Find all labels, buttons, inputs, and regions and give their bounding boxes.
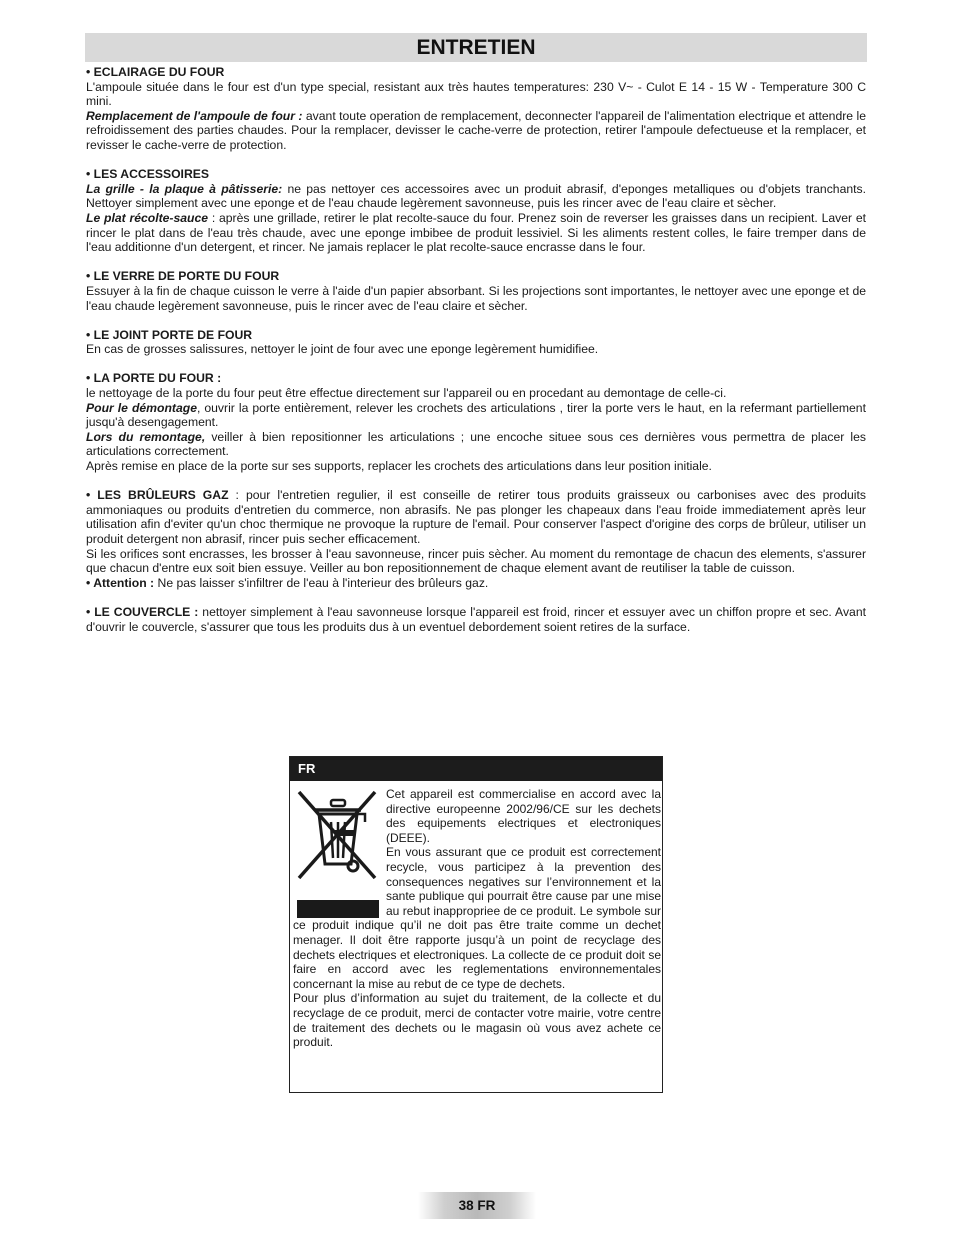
sub-label: Le plat récolte-sauce bbox=[86, 210, 209, 225]
section-text: En cas de grosses salissures, nettoyer le joint de four avec une eponge legèrement humidifiee. bbox=[86, 342, 599, 357]
section-subparagraph bbox=[86, 430, 866, 459]
sub-label: Remplacement de l'ampoule de four : bbox=[86, 108, 303, 123]
section-text: le nettoyage de la porte du four peut être effectue directement sur l'appareil ou en procedant au demontage de celle-ci. bbox=[86, 386, 727, 401]
section-joint-porte bbox=[86, 328, 866, 357]
section-heading: • LES ACCESSOIRES bbox=[86, 167, 210, 182]
attention-note bbox=[86, 576, 866, 591]
section-text: Après remise en place de la porte sur ses supports, replacer les crochets des articulations dans leur position initiale. bbox=[86, 459, 712, 474]
section-subparagraph bbox=[86, 401, 866, 430]
sub-label: Pour le démontage bbox=[86, 400, 197, 415]
section-heading: • ECLAIRAGE DU FOUR bbox=[86, 65, 225, 79]
section-text: L'ampoule située dans le four est d'un type special, resistant aux très hautes temperatures: 230 V~ - Culot E 14 - 15 W - Temperature 300 C mini. bbox=[86, 79, 866, 109]
sub-label: La grille - la plaque à pâtisserie: bbox=[86, 181, 283, 196]
page-number: 38 FR bbox=[418, 1192, 536, 1219]
section-subparagraph bbox=[86, 488, 866, 546]
weee-language-header: FR bbox=[290, 757, 662, 781]
section-text: Essuyer à la fin de chaque cuisson le verre à l'aide d'un papier absorbant. Si les projections sont importantes, le nettoyer avec une eponge et de l'eau chaude legèrement savonneuse, puis le rincer avec de l'eau claire et sècher. bbox=[86, 283, 866, 313]
attention-text: Ne pas laisser s'infiltrer de l'eau à l'interieur des brûleurs gaz. bbox=[154, 575, 489, 590]
page-title: ENTRETIEN bbox=[85, 33, 867, 62]
section-verre-porte bbox=[86, 269, 866, 313]
section-text: Si les orifices sont encrasses, les brosser à l'eau savonneuse, rincer puis sècher. Au moment du remontage de chacun des elements, s'assurer que chacun d'entre eux soit bien essuye. Veiller au bon repositionnement de chaque element avant de reutiliser la table de cuisson. bbox=[86, 546, 866, 576]
sub-label: Lors du remontage, bbox=[86, 429, 206, 444]
attention-label: • Attention : bbox=[86, 575, 155, 590]
sub-text: nettoyer simplement à l'eau savonneuse lorsque l'appareil est froid, rincer et essuyer avec un chiffon propre et sec. Avant d'ouvrir le couvercle, s'assurer que tous les produits dus à un eventuel debordement soient retires de la surface. bbox=[86, 604, 866, 634]
section-heading: • LES BRÛLEURS GAZ bbox=[86, 488, 229, 503]
section-subparagraph bbox=[86, 605, 866, 634]
weee-paragraph: En vous assurant que ce produit est correctement recycle, vous participez à la prevention des consequences negatives sur l’environnement et la sante publique qui pourrait être cause par une mise au rebut inappropriee de ce produit. Le symbole sur ce produit indique qu’il ne doit pas être traite comme un dechet menager. Il doit être rapporte jusqu’à un point de recyclage des dechets electriques et electroniques. La collecte de ce produit doit se faire en accord avec les reglementations environnementales concernant la mise au rebut de ce type de dechets. bbox=[293, 845, 661, 991]
section-accessoires bbox=[86, 167, 866, 255]
content-body bbox=[86, 65, 866, 649]
sub-text: : après une grillade, retirer le plat recolte-sauce du four. Prenez soin de reverser les graisses dans un recipient. Laver et rincer le plat dans de l'eau très chaude, avec une eponge imbibee de produit lessiviel. Si les aliments restent colles, le faire tremper dans de l'eau additionne d'un detergent, et rincer. Ne jamais replacer le plat recolte-sauce encrasse dans le four. bbox=[86, 210, 866, 255]
section-heading: • LE JOINT PORTE DE FOUR bbox=[86, 327, 253, 342]
sub-text: : pour l'entretien regulier, il est conseille de retirer tous produits graisseux ou carbonises avec des produits ammoniaques ou produits d'entretien du commerce, non abrasifs. Ne pas plonger les chapeaux dans l'eau froide immediatement après leur utilisation afin d'eviter qu'un choc thermique ne provoque la rupture de l'email. Pour conserver l'aspect d'origine des corps de brûleur, utiliser un produit detergent non abrasif, rincer puis secher efficacement. bbox=[86, 488, 866, 546]
weee-paragraph: Pour plus d’information au sujet du traitement, de la collecte et du recyclage de ce produit, merci de contacter votre mairie, votre centre de traitement des dechets ou le magasin où vous avez achete ce produit. bbox=[293, 991, 661, 1050]
sub-text: veiller à bien repositionner les articulations ; une encoche situee sous ces dernières vous permettra de placer les articulations correctement. bbox=[86, 429, 866, 459]
section-subparagraph bbox=[86, 182, 866, 211]
section-couvercle bbox=[86, 605, 866, 634]
sub-text: ne pas nettoyer ces accessoires avec un produit abrasif, d'eponges metalliques ou d'objets tranchants. Nettoyer simplement avec une eponge et de l'eau chaude legèrement savonneuse, puis les rincer avec de l'eau claire et sècher. bbox=[86, 181, 866, 211]
section-heading: • LE VERRE DE PORTE DU FOUR bbox=[86, 269, 280, 284]
section-heading: • LA PORTE DU FOUR : bbox=[86, 371, 222, 386]
weee-notice-box bbox=[289, 756, 663, 1093]
section-subparagraph bbox=[86, 109, 866, 153]
section-bruleurs-gaz bbox=[86, 488, 866, 590]
section-porte-four bbox=[86, 371, 866, 473]
sub-text: avant toute operation de remplacement, deconnecter l'appareil de l'alimentation electrique et attendre le refroidissement des parties chaudes. Pour la remplacer, devisser le cache-verre de protection, retirer l'ampoule defectueuse et la remplacer, et revisser le cache-verre de protection. bbox=[86, 108, 866, 152]
section-eclairage bbox=[86, 65, 866, 153]
section-subparagraph bbox=[86, 211, 866, 255]
weee-paragraph: Cet appareil est commercialise en accord avec la directive europeenne 2002/96/CE sur les dechets des equipements electriques et electroniques (DEEE). bbox=[386, 787, 661, 845]
crossed-out-wheelie-bin-icon bbox=[295, 788, 379, 918]
section-heading: • LE COUVERCLE : bbox=[86, 604, 199, 619]
sub-text: , ouvrir la porte entièrement, relever les crochets des articulations , tirer la porte vers le haut, en la refermant partiellement jusqu'à desengagement. bbox=[86, 400, 866, 430]
